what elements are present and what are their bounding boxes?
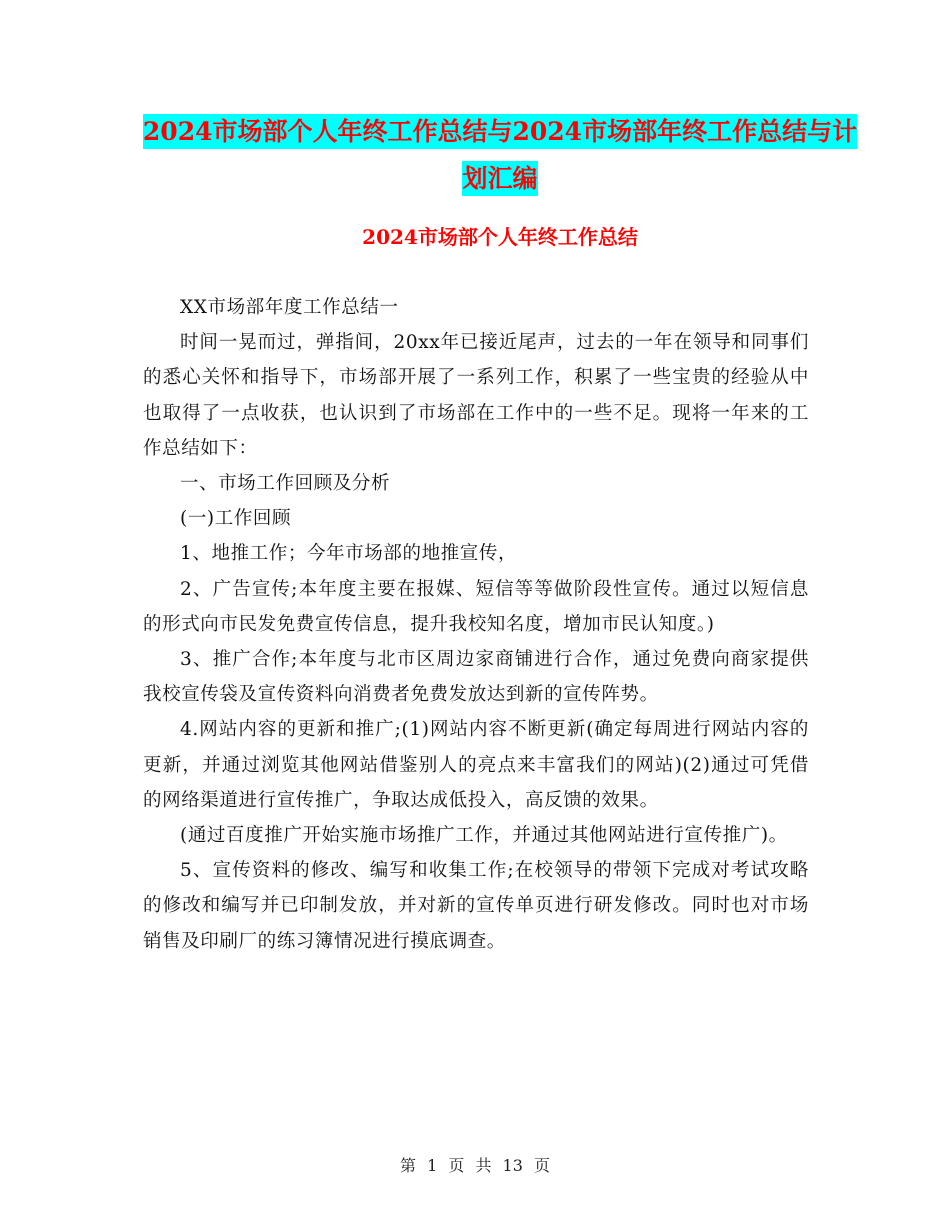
paragraph: (一)工作回顾 xyxy=(180,508,292,530)
paragraph: 3、推广合作;本年度与北市区周边家商铺进行合作，通过免费向商家提供我校宣传袋及宣传资料向消费者免费发放达到新的宣传阵势。 xyxy=(143,649,809,706)
paragraph: 5、宣传资料的修改、编写和收集工作;在校领导的带领下完成对考试攻略的修改和编写并已印制发放，并对新的宣传单页进行研发修改。同时也对市场销售及印刷厂的练习簿情况进行摸底调查。 xyxy=(143,860,809,952)
paragraph: 时间一晃而过，弹指间，20xx年已接近尾声，过去的一年在领导和同事们的悉心关怀和指导下，市场部开展了一系列工作，积累了一些宝贵的经验从中也取得了一点收获，也认识到了市场部在工作中的一些不足。现将一年来的工作总结如下： xyxy=(143,332,809,459)
paragraph: 一、市场工作回顾及分析 xyxy=(180,473,391,495)
paragraph: 1、地推工作；今年市场部的地推宣传， xyxy=(180,543,518,565)
page-footer: 第 1 页 共 13 页 xyxy=(400,1156,550,1175)
section-title: 2024市场部个人年终工作总结 xyxy=(362,225,638,249)
document-body xyxy=(143,290,809,959)
paragraph: 4.网站内容的更新和推广;(1)网站内容不断更新(确定每周进行网站内容的更新，并通过浏览其他网站借鉴别人的亮点来丰富我们的网站)(2)通过可凭借的网络渠道进行宣传推广，争取达成低投入，高反馈的效果。 xyxy=(143,719,809,811)
document-title-highlight: 2024市场部个人年终工作总结与2024市场部年终工作总结与计划汇编 xyxy=(143,114,857,196)
paragraph: XX市场部年度工作总结一 xyxy=(180,297,399,318)
paragraph: 2、广告宣传;本年度主要在报媒、短信等等做阶段性宣传。通过以短信息的形式向市民发免费宣传信息，提升我校知名度，增加市民认知度。) xyxy=(143,578,809,635)
document-title xyxy=(140,108,860,202)
paragraph: (通过百度推广开始实施市场推广工作，并通过其他网站进行宣传推广)。 xyxy=(180,825,788,847)
